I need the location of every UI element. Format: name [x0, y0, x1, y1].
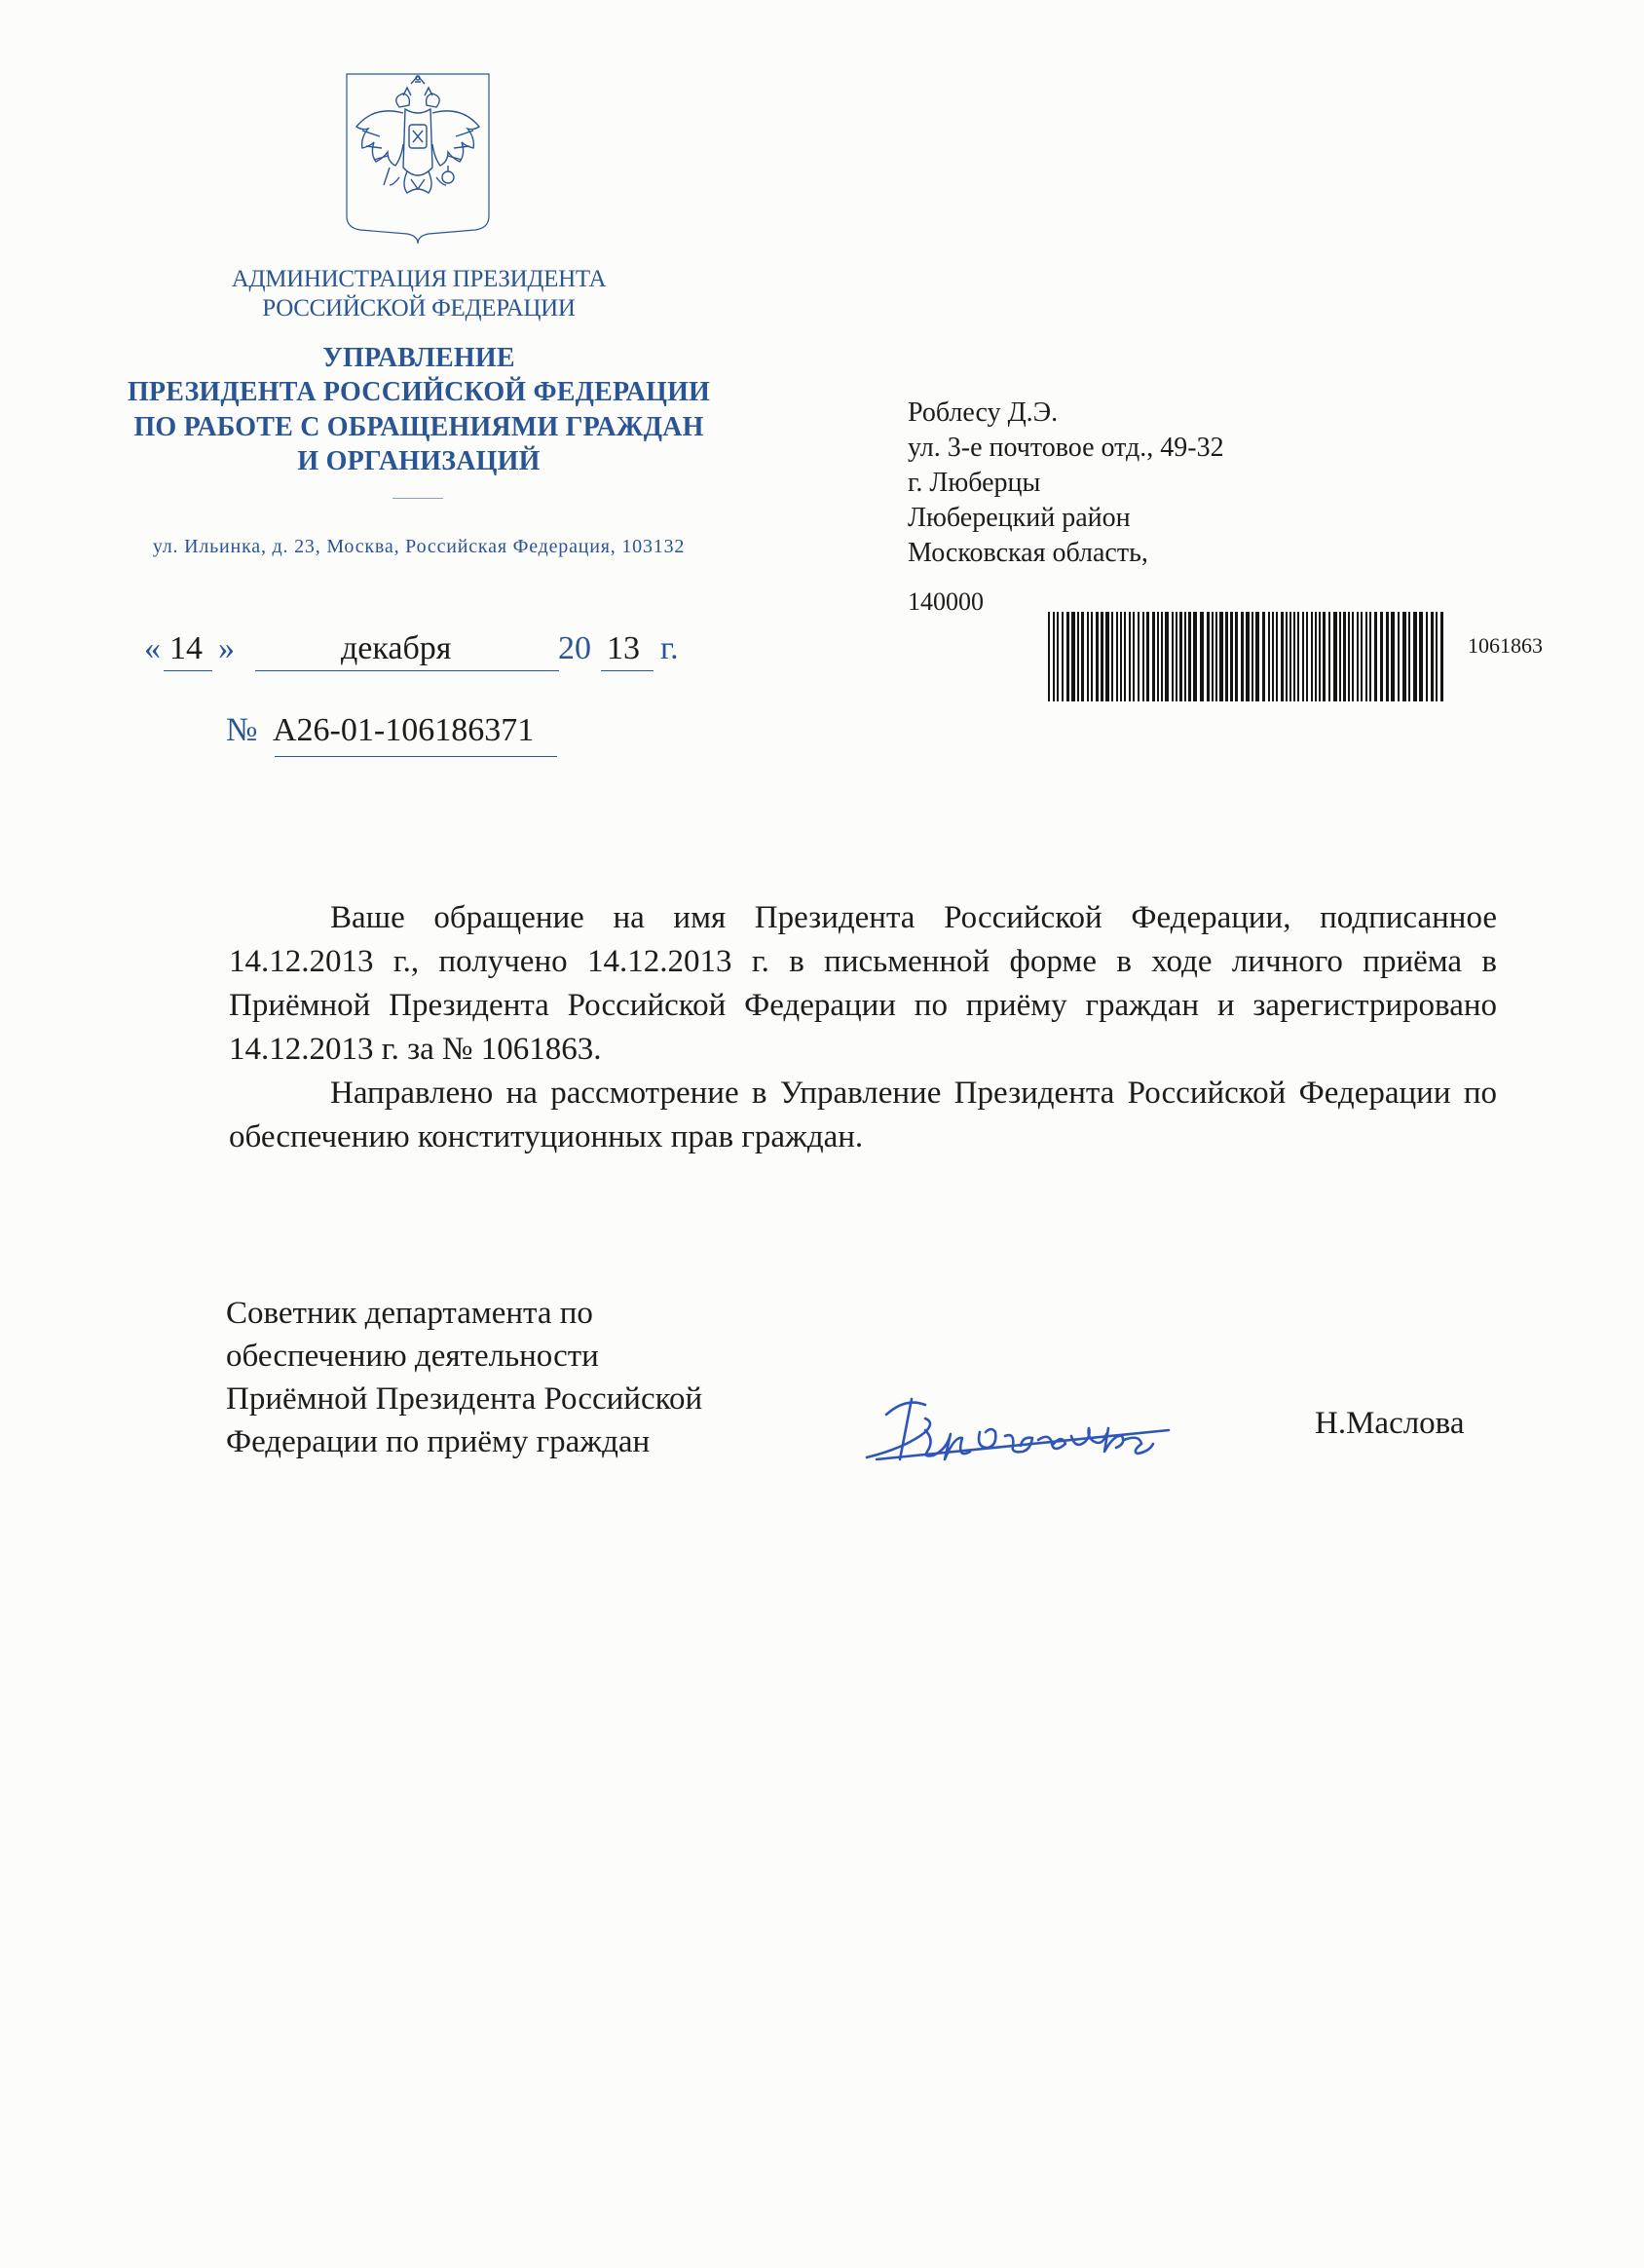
barcode-bar — [1339, 612, 1341, 701]
barcode-bar — [1176, 612, 1177, 701]
date-year-underline — [601, 670, 654, 671]
barcode-bar — [1081, 612, 1084, 701]
barcode-bar — [1057, 612, 1059, 701]
date-century: 20 — [558, 630, 591, 666]
barcode-bar — [1161, 612, 1163, 701]
barcode-bar — [1426, 612, 1428, 701]
department-name-line2: ПРЕЗИДЕНТА РОССИЙСКОЙ ФЕДЕРАЦИИ — [127, 377, 711, 407]
barcode-bar — [1129, 612, 1131, 701]
department-name-line1: УПРАВЛЕНИЕ — [322, 343, 515, 373]
barcode-bar — [1333, 612, 1337, 701]
barcode-bar — [1398, 612, 1400, 701]
recipient-district: Люберецкий район — [908, 503, 1131, 533]
barcode-bar — [1207, 612, 1210, 701]
signatory-title-line3: Приёмной Президента Российской — [226, 1381, 703, 1417]
date-suffix: г. — [660, 630, 679, 666]
barcode-bar — [1219, 612, 1223, 701]
barcode-bar — [1062, 612, 1064, 701]
barcode-bar — [1105, 612, 1109, 701]
date-day-underline — [164, 670, 212, 671]
barcode-bar — [1138, 612, 1140, 701]
barcode-bar — [1413, 612, 1417, 701]
administration-name-line1: АДМИНИСТРАЦИЯ ПРЕЗИДЕНТА — [231, 266, 607, 292]
administration-name-line2: РОССИЙСКОЙ ФЕДЕРАЦИИ — [262, 295, 576, 321]
barcode-bar — [1408, 612, 1410, 701]
department-name-line4: И ОРГАНИЗАЦИЙ — [297, 446, 541, 476]
barcode-bar — [1087, 612, 1089, 701]
barcode-bar — [1225, 612, 1228, 701]
barcode-bar — [1391, 612, 1395, 701]
barcode-bar — [1124, 612, 1126, 701]
barcode-bar — [1146, 612, 1149, 701]
barcode-bar — [1246, 612, 1250, 701]
handwritten-signature-icon — [857, 1381, 1188, 1469]
signatory-title-line2: обеспечению деятельности — [226, 1339, 599, 1374]
date-quote-close: » — [218, 630, 235, 666]
barcode-bar — [1286, 612, 1288, 701]
barcode-bar — [1297, 612, 1299, 701]
barcode-bar — [1352, 612, 1354, 701]
letterhead-address: ул. Ильинка, д. 23, Москва, Российская Федерация, 103132 — [152, 536, 686, 557]
barcode-bar — [1048, 612, 1050, 701]
barcode-bar — [1077, 612, 1079, 701]
reference-prefix: № — [226, 712, 258, 748]
barcode-bar — [1419, 612, 1423, 701]
barcode-bar — [1319, 612, 1321, 701]
signatory-title-line4: Федерации по приёму граждан — [226, 1424, 651, 1459]
barcode-bar — [1374, 612, 1377, 701]
recipient-region: Московская область, — [908, 538, 1148, 568]
barcode-bar — [1091, 612, 1093, 701]
barcode-bar — [1116, 612, 1118, 701]
barcode-bar — [1365, 612, 1367, 701]
barcode-bar — [1306, 612, 1308, 701]
barcode-bar — [1142, 612, 1144, 701]
barcode-bar — [1348, 612, 1350, 701]
barcode-bar — [1157, 612, 1159, 701]
body-paragraph-2: Направлено на рассмотрение в Управление Президента Российской Федерации по обеспечению конституционных прав граждан. — [229, 1076, 1497, 1154]
barcode-bar — [1152, 612, 1155, 701]
date-day: 14 — [169, 630, 203, 666]
barcode-bar — [1293, 612, 1295, 701]
barcode-bar — [1315, 612, 1317, 701]
barcode-bar — [1165, 612, 1169, 701]
barcode-bar — [1343, 612, 1346, 701]
barcode-bar — [1235, 612, 1238, 701]
barcode-bar — [1133, 612, 1135, 701]
barcode-bar — [1262, 612, 1265, 701]
letterhead-divider — [392, 498, 443, 499]
recipient-city: г. Люберцы — [908, 468, 1041, 498]
letter-body — [229, 896, 1497, 1159]
barcode-number: 1061863 — [1468, 633, 1543, 658]
barcode-bar — [1193, 612, 1197, 701]
barcode-bar — [1200, 612, 1204, 701]
barcode-bar — [1172, 612, 1174, 701]
date-month: декабря — [341, 630, 452, 666]
body-paragraph-1: Ваше обращение на имя Президента Российской Федерации, подписанное 14.12.2013 г., получено 14.12.2013 г. в письменной форме в ходе личного приёма в Приёмной Президента Российской Федерации по приёму граждан и зарегистрировано 14.12.2013 г. за № 1061863. — [229, 900, 1497, 1067]
barcode-bar — [1402, 612, 1406, 701]
barcode-bar — [1431, 612, 1434, 701]
barcode-bar — [1302, 612, 1304, 701]
signatory-title-line1: Советник департамента по — [226, 1296, 593, 1331]
barcode-bar — [1272, 612, 1274, 701]
barcode-bar — [1323, 612, 1326, 701]
barcode-bar — [1111, 612, 1113, 701]
barcode-bar — [1276, 612, 1278, 701]
barcode-bar — [1071, 612, 1075, 701]
date-quote-open: « — [144, 630, 161, 666]
russian-coat-of-arms-icon — [339, 70, 497, 246]
date-year: 13 — [607, 630, 640, 666]
barcode-bar — [1252, 612, 1253, 701]
recipient-name: Роблесу Д.Э. — [908, 397, 1059, 428]
barcode-bar — [1066, 612, 1069, 701]
barcode-bar — [1328, 612, 1330, 701]
barcode-bar — [1311, 612, 1313, 701]
barcode-bar — [1230, 612, 1233, 701]
barcode-bar — [1255, 612, 1259, 701]
barcode-bar — [1369, 612, 1371, 701]
barcode-bar — [1241, 612, 1244, 701]
recipient-street: ул. 3-е почтовое отд., 49-32 — [908, 433, 1224, 463]
barcode-bar — [1436, 612, 1438, 701]
barcode-bar — [1184, 612, 1186, 701]
barcode-bar — [1215, 612, 1217, 701]
barcode-bar — [1188, 612, 1191, 701]
barcode-bar — [1053, 612, 1055, 701]
barcode-bar — [1289, 612, 1291, 701]
barcode-bar — [1440, 612, 1443, 701]
barcode-bar — [1380, 612, 1383, 701]
barcode-bar — [1120, 612, 1122, 701]
date-month-underline — [255, 670, 559, 671]
signatory-name: Н.Маслова — [1315, 1406, 1465, 1441]
barcode-bar — [1101, 612, 1103, 701]
barcode-bar — [1179, 612, 1182, 701]
barcode-bar — [1268, 612, 1270, 701]
barcode-bar — [1361, 612, 1363, 701]
barcode-bar — [1386, 612, 1389, 701]
department-name-line3: ПО РАБОТЕ С ОБРАЩЕНИЯМИ ГРАЖДАН — [133, 412, 704, 442]
barcode-bar — [1212, 612, 1214, 701]
barcode-bar — [1281, 612, 1284, 701]
barcode-icon — [1048, 612, 1443, 701]
reference-underline — [275, 756, 557, 757]
barcode-bar — [1357, 612, 1359, 701]
reference-number: А26-01-106186371 — [273, 712, 535, 748]
barcode-bar — [1096, 612, 1099, 701]
recipient-postcode: 140000 — [908, 587, 984, 616]
